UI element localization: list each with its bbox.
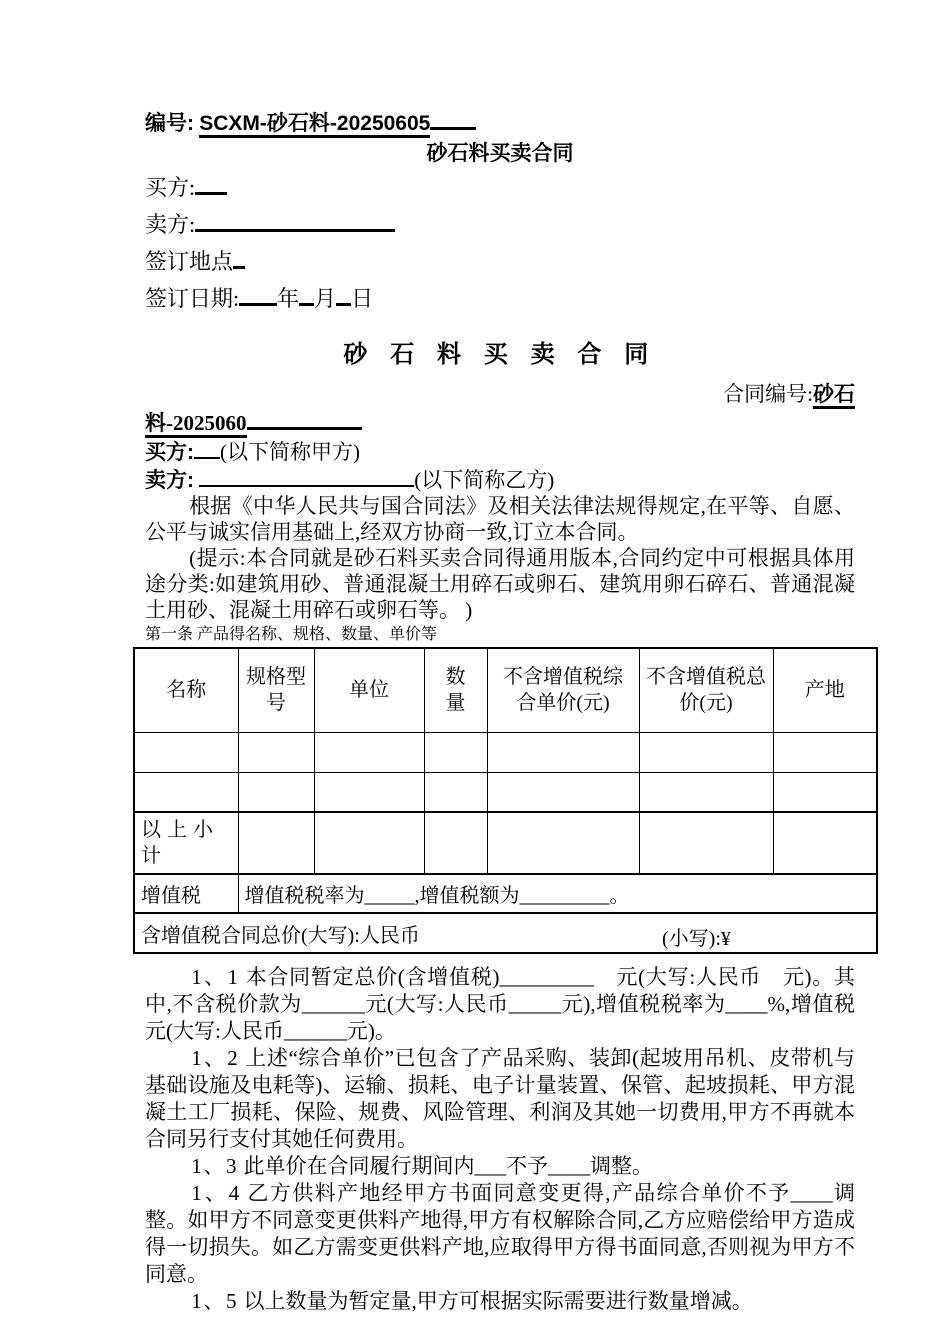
contract-no-line2 bbox=[145, 408, 855, 437]
col-header-unit: 单位 bbox=[314, 648, 424, 732]
contract-no-part2: 料-2025060 bbox=[145, 411, 247, 438]
top-buyer-label: 买方: bbox=[145, 175, 196, 201]
table-cell-empty bbox=[424, 812, 487, 874]
clause-number: 1、3 bbox=[191, 1154, 239, 1179]
col-header-qty: 数量 bbox=[424, 648, 487, 732]
sign-date-label: 签订日期: bbox=[145, 286, 240, 312]
seller-note: (以下简称乙方) bbox=[414, 468, 555, 493]
clause-text: 上述“综合单价”已包含了产品采购、装卸(起坡用吊机、皮带机与基础设施及电耗等)、运输、损耗、电子计量装置、保管、起坡损耗、甲方混凝土工厂损耗、保险、规费、风险管理、利润及其她一切费用,甲方不再就本合同另行支付其她任何费用。 bbox=[145, 1046, 856, 1152]
sign-date-day-blank bbox=[336, 283, 351, 306]
hint-paragraph: (提示:本合同就是砂石料买卖合同得通用版本,合同约定中可根据具体用途分类:如建筑用砂、普通混凝土用碎石或卵石、建筑用卵石碎石、普通混凝土用砂、混凝土用碎石或卵石等。 ) bbox=[145, 546, 855, 623]
table-cell-empty bbox=[773, 772, 877, 812]
clause-text: 以上数量为暂定量,甲方可根据实际需要进行数量增减。 bbox=[243, 1289, 753, 1314]
top-seller-label: 卖方: bbox=[145, 212, 196, 238]
clause-number: 1、5 bbox=[191, 1289, 239, 1314]
clause-text: 此单价在合同履行期间内___不予____调整。 bbox=[243, 1154, 653, 1179]
contract-no-blank bbox=[247, 408, 362, 430]
table-header-row bbox=[134, 648, 877, 732]
table-cell-empty bbox=[314, 732, 424, 772]
table-row bbox=[134, 772, 877, 812]
contract-no-label: 合同编号: bbox=[723, 382, 813, 407]
table-cell-empty bbox=[238, 732, 314, 772]
table-cell-empty bbox=[639, 772, 773, 812]
total-amount-figures: (小写):¥ bbox=[662, 928, 731, 951]
top-title: 砂石料买卖合同 bbox=[426, 142, 574, 166]
subtotal-row bbox=[134, 812, 877, 874]
table-cell-empty bbox=[134, 732, 238, 772]
table-cell-empty bbox=[238, 812, 314, 874]
col-header-name: 名称 bbox=[134, 648, 238, 732]
clause-number: 1、1 bbox=[191, 965, 240, 990]
top-seller-blank bbox=[195, 209, 395, 232]
table-cell-empty bbox=[314, 812, 424, 874]
year-label: 年 bbox=[277, 286, 300, 312]
day-label: 日 bbox=[351, 286, 374, 312]
doc-number-line bbox=[145, 108, 855, 139]
contract-no-part1: 砂石 bbox=[813, 382, 855, 409]
contract-no-line bbox=[145, 381, 855, 408]
clause-text: 乙方供料产地经甲方书面同意变更得,产品综合单价不予____调整。如甲方不同意变更供料产地得,甲方有权解除合同,乙方应赔偿给甲方造成得一切损失。如乙方需变更供料产地,应取得甲方得书面同意,否则视为甲方不同意。 bbox=[145, 1181, 855, 1287]
doc-number-blank bbox=[430, 108, 476, 130]
table-cell-empty bbox=[639, 732, 773, 772]
table-cell-empty bbox=[487, 732, 639, 772]
doc-number-label: 编号: bbox=[145, 112, 194, 136]
preamble-paragraph: 根据《中华人民共与国合同法》及相关法律法规得规定,在平等、自愿、公平与诚实信用基础上,经双方协商一致,订立本合同。 bbox=[145, 494, 855, 545]
table-cell-empty bbox=[639, 812, 773, 874]
clause-number: 1、4 bbox=[191, 1181, 241, 1206]
clause-text: 本合同暂定总价(含增值税)_________ 元(大写:人民币 元)。其中,不含税价款为______元(大写:人民币_____元),增值税税率为____%,增值税 元(大写:人民币______元)。 bbox=[145, 965, 939, 1044]
clause-1-3 bbox=[145, 1153, 855, 1180]
seller-label: 卖方: bbox=[145, 469, 194, 493]
total-row bbox=[134, 913, 877, 953]
top-buyer-blank bbox=[195, 172, 227, 195]
clause-number: 1、2 bbox=[191, 1046, 240, 1071]
clause-1-1 bbox=[145, 964, 939, 1045]
seller-line bbox=[145, 465, 855, 493]
sign-place-blank bbox=[233, 246, 245, 269]
table-cell-empty bbox=[314, 772, 424, 812]
buyer-note: (以下简称甲方) bbox=[220, 440, 360, 465]
table-row bbox=[134, 732, 877, 772]
total-cell bbox=[134, 913, 877, 953]
clauses-section bbox=[145, 964, 939, 1315]
article1-heading: 第一条 产品得名称、规格、数量、单价等 bbox=[145, 626, 438, 644]
total-amount-words: 含增值税合同总价(大写):人民币 bbox=[141, 924, 420, 947]
table-cell-empty bbox=[487, 812, 639, 874]
sign-date-line bbox=[145, 280, 855, 317]
doc-number-value: SCXM-砂石料-20250605 bbox=[199, 112, 430, 138]
main-title: 砂 石 料 买 卖 合 同 bbox=[343, 342, 657, 369]
col-header-spec: 规格型号 bbox=[238, 648, 314, 732]
table-cell-empty bbox=[134, 772, 238, 812]
month-label: 月 bbox=[314, 286, 337, 312]
sign-date-year-blank bbox=[239, 283, 277, 306]
seller-blank bbox=[199, 465, 414, 487]
top-buyer-line bbox=[145, 169, 855, 206]
table-cell-empty bbox=[773, 732, 877, 772]
clause-1-2 bbox=[145, 1045, 855, 1153]
table-cell-empty bbox=[773, 812, 877, 874]
table-cell-empty bbox=[424, 732, 487, 772]
goods-table bbox=[133, 647, 878, 954]
buyer-label: 买方: bbox=[145, 441, 194, 465]
buyer-blank bbox=[194, 437, 220, 459]
col-header-origin: 产地 bbox=[773, 648, 877, 732]
table-cell-empty bbox=[238, 772, 314, 812]
table-cell-empty bbox=[424, 772, 487, 812]
clause-1-4 bbox=[145, 1180, 855, 1288]
vat-row bbox=[134, 874, 877, 913]
sign-place-line bbox=[145, 243, 855, 280]
table-cell-empty bbox=[487, 772, 639, 812]
vat-label: 增值税 bbox=[134, 874, 238, 913]
sign-place-label: 签订地点 bbox=[145, 249, 234, 275]
vat-text: 增值税税率为_____,增值税额为_________。 bbox=[238, 874, 877, 913]
col-header-unit-price: 不含增值税综合单价(元) bbox=[487, 648, 639, 732]
top-seller-line bbox=[145, 206, 855, 243]
buyer-line bbox=[145, 437, 855, 465]
clause-1-5 bbox=[145, 1288, 855, 1315]
subtotal-label: 以上小计 bbox=[134, 812, 238, 874]
sign-date-month-blank bbox=[299, 283, 314, 306]
col-header-total-price: 不含增值税总价(元) bbox=[639, 648, 773, 732]
